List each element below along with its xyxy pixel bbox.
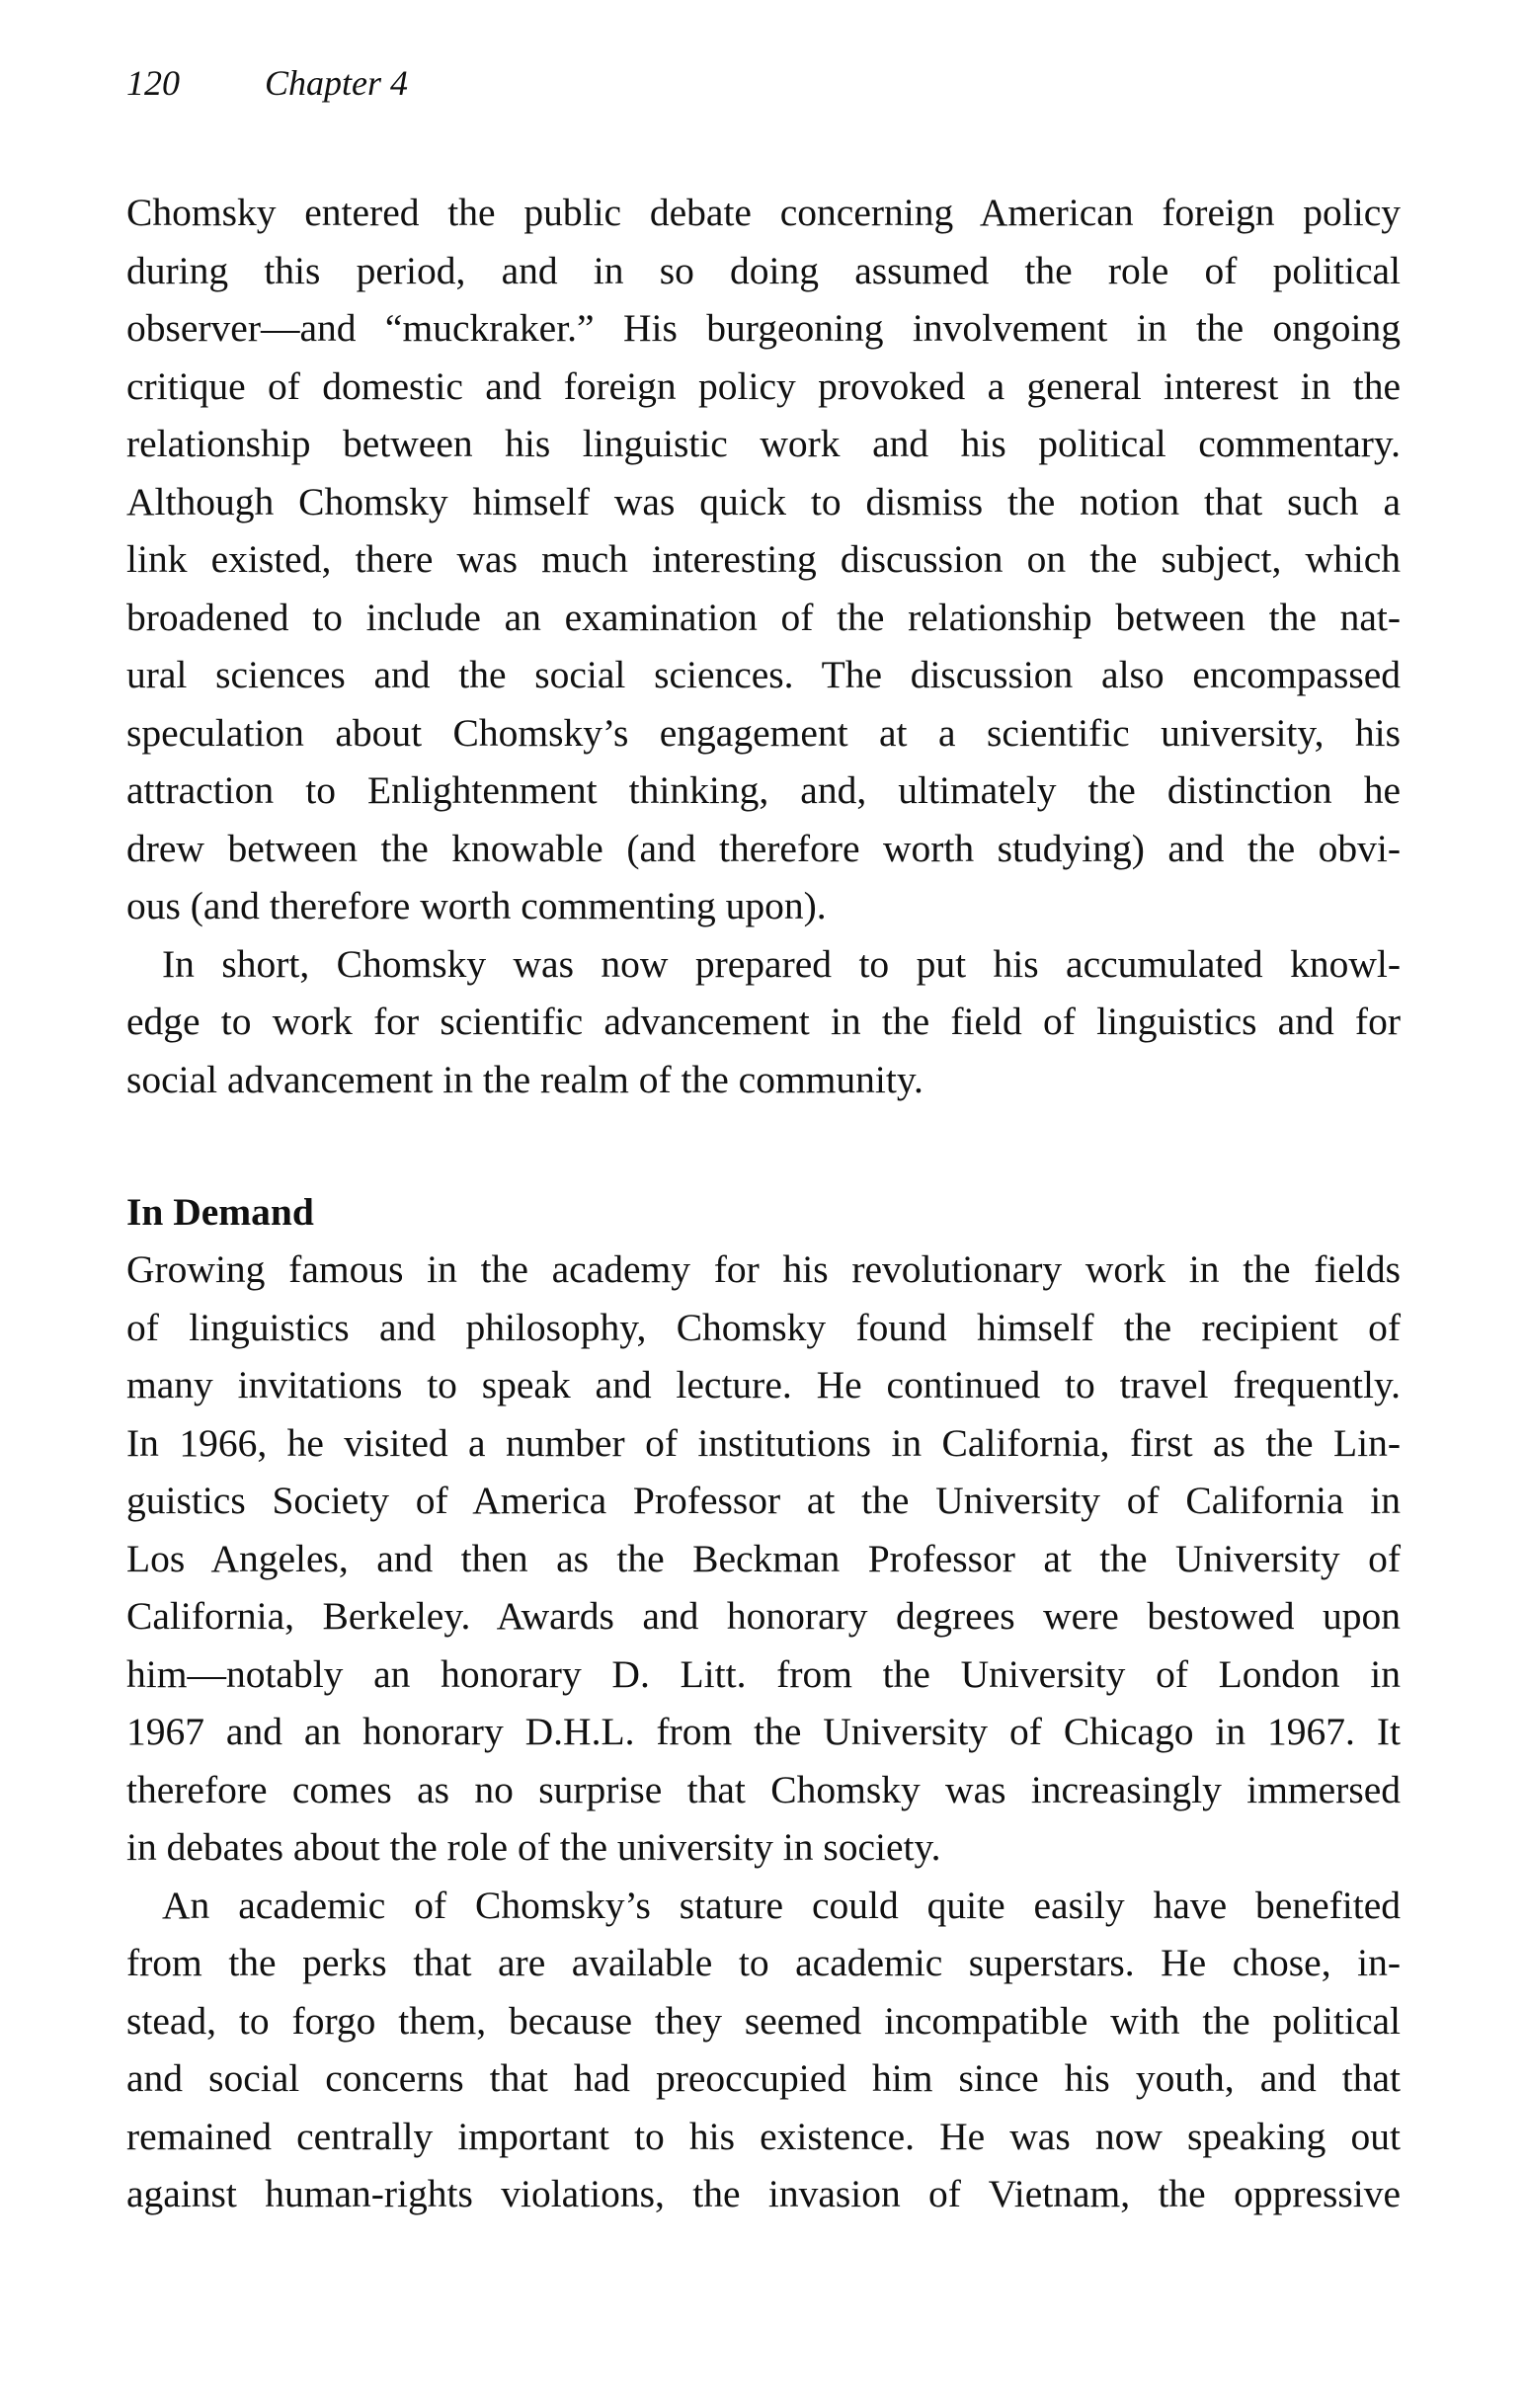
text-line: Chomsky entered the public debate concerning American foreign policy: [126, 191, 1401, 234]
text-line: link existed, there was much interesting discussion on the subject, which: [126, 537, 1401, 581]
text-line: broadened to include an examination of the relationship between the nat-: [126, 595, 1401, 639]
text-line: In short, Chomsky was now prepared to put his accumulated knowl-: [162, 941, 1401, 986]
text-line: ous (and therefore worth commenting upon).: [126, 884, 827, 927]
text-line: during this period, and in so doing assumed the role of political: [126, 248, 1401, 292]
text-line: and social concerns that had preoccupied him since his youth, and that: [126, 2056, 1401, 2100]
page-number: 120: [126, 63, 180, 103]
text-line: Los Angeles, and then as the Beckman Professor at the University of: [126, 1536, 1401, 1580]
text-line: Growing famous in the academy for his revolutionary work in the fields: [126, 1247, 1401, 1291]
text-line: speculation about Chomsky’s engagement at a scientific university, his: [126, 710, 1401, 755]
text-line: guistics Society of America Professor at the University of California in: [126, 1479, 1401, 1522]
text-line: observer—and “muckraker.” His burgeoning involvement in the ongoing: [126, 306, 1401, 350]
text-line: critique of domestic and foreign policy provoked a general interest in the: [126, 363, 1401, 408]
text-line: remained centrally important to his existence. He was now speaking out: [126, 2114, 1401, 2158]
text-line: In 1966, he visited a number of institutions in California, first as the Lin-: [126, 1420, 1401, 1465]
chapter-title: Chapter 4: [265, 63, 409, 103]
text-line: California, Berkeley. Awards and honorary degrees were bestowed upon: [126, 1594, 1401, 1638]
running-head: [126, 61, 408, 105]
text-line: stead, to forgo them, because they seemed incompatible with the political: [126, 1998, 1401, 2043]
text-line: many invitations to speak and lecture. He continued to travel frequently.: [126, 1363, 1401, 1406]
text-line: Although Chomsky himself was quick to dismiss the notion that such a: [126, 479, 1401, 523]
text-line: drew between the knowable (and therefore worth studying) and the obvi-: [126, 826, 1401, 870]
text-line: relationship between his linguistic work and his political commentary.: [126, 422, 1401, 465]
text-line: edge to work for scientific advancement in the field of linguistics and for: [126, 1000, 1401, 1043]
text-line: therefore comes as no surprise that Chomsky was increasingly immersed: [126, 1767, 1401, 1811]
text-line: in debates about the role of the university in society.: [126, 1825, 941, 1869]
text-line: social advancement in the realm of the community.: [126, 1057, 924, 1101]
text-line: An academic of Chomsky’s stature could quite easily have benefited: [162, 1883, 1401, 1927]
text-line: 1967 and an honorary D.H.L. from the University of Chicago in 1967. It: [126, 1710, 1401, 1753]
text-block-in-demand: [126, 1241, 1401, 2223]
text-line: from the perks that are available to academic superstars. He chose, in-: [126, 1941, 1401, 1984]
text-line: him—notably an honorary D. Litt. from the University of London in: [126, 1651, 1401, 1696]
text-line: of linguistics and philosophy, Chomsky found himself the recipient of: [126, 1305, 1401, 1349]
text-line: ural sciences and the social sciences. The discussion also encompassed: [126, 653, 1401, 696]
section-heading: In Demand: [126, 1190, 314, 1234]
text-block-opening: [126, 184, 1401, 1108]
text-line: attraction to Enlightenment thinking, and, ultimately the distinction he: [126, 768, 1401, 812]
text-line: against human-rights violations, the invasion of Vietnam, the oppressive: [126, 2172, 1401, 2215]
